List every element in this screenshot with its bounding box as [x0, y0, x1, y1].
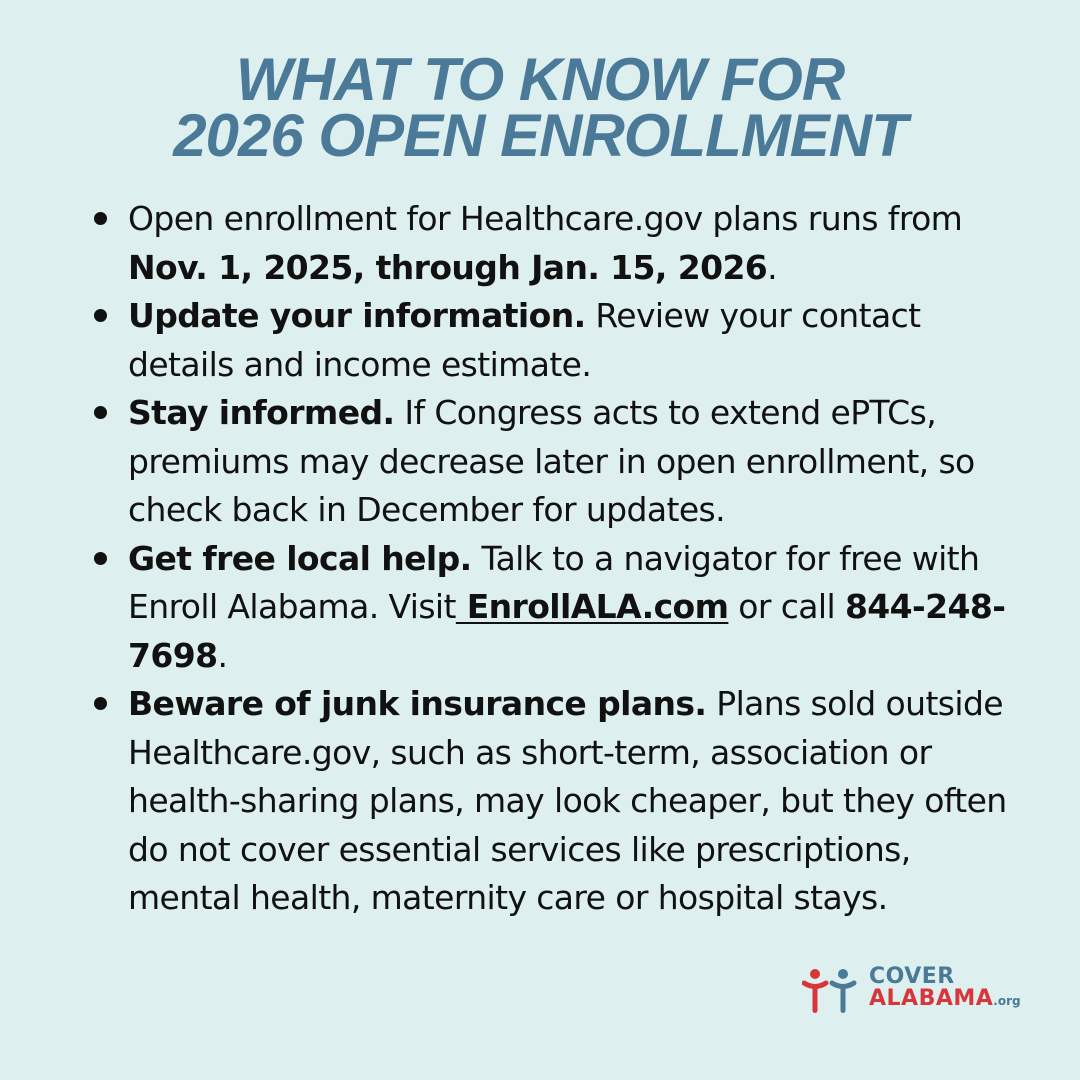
bullet-text: Open enrollment for Healthcare.gov plans runs from	[128, 199, 963, 238]
title-line-1: WHAT TO KNOW FOR	[235, 46, 845, 113]
bullet-heading: Update your information.	[128, 296, 586, 335]
bullet-text: Review your contact details and income estimate.	[128, 296, 921, 384]
logo-org-text: .org	[993, 994, 1021, 1008]
bullet-text: If Congress acts to extend ePTCs, premiums may decrease later in open enrollment, so check back in December for updates.	[128, 393, 975, 529]
list-item-local-help	[92, 535, 1022, 681]
list-item-update-info	[92, 292, 1022, 389]
bullet-heading: Get free local help.	[128, 538, 472, 578]
list-item-junk-plans	[92, 680, 1022, 923]
bullet-text-mid: or call	[728, 587, 845, 626]
bullet-icon	[94, 212, 107, 225]
cover-alabama-people-icon	[802, 966, 868, 1016]
list-item-enrollment-dates	[92, 195, 1022, 292]
bullet-icon	[94, 406, 107, 419]
cover-alabama-logo	[802, 964, 1042, 1020]
enrollala-link[interactable]: EnrollALA.com	[455, 587, 729, 626]
bullet-text-end: .	[217, 635, 228, 675]
enrollment-tips-list	[92, 195, 1022, 923]
list-item-stay-informed	[92, 389, 1022, 535]
bullet-text-end: .	[767, 247, 778, 287]
bullet-heading: Beware of junk insurance plans.	[128, 684, 707, 723]
logo-alabama-text: ALABAMA	[869, 986, 994, 1011]
logo-cover-text: COVER	[869, 964, 955, 989]
bullet-icon	[94, 309, 107, 322]
page-title	[0, 46, 1080, 169]
bullet-heading: Stay informed.	[128, 393, 395, 432]
logo-alabama-row	[869, 988, 1021, 1012]
title-line-2: 2026 OPEN ENROLLMENT	[173, 102, 907, 169]
enrollment-dates: Nov. 1, 2025, through Jan. 15, 2026	[128, 247, 768, 287]
bullet-icon	[94, 697, 107, 710]
phone-number[interactable]: 844-248-7698	[128, 587, 1006, 675]
bullet-text: Plans sold outside Healthcare.gov, such as short-term, association or health-sharing plans, may look cheaper, but they often do not cover essential services like prescriptions, mental health, maternity care or hospital stays.	[128, 684, 1007, 917]
bullet-text: Talk to a navigator for free with Enroll Alabama. Visit	[128, 538, 980, 626]
bullet-icon	[94, 552, 107, 565]
logo-wordmark	[869, 966, 1021, 1012]
